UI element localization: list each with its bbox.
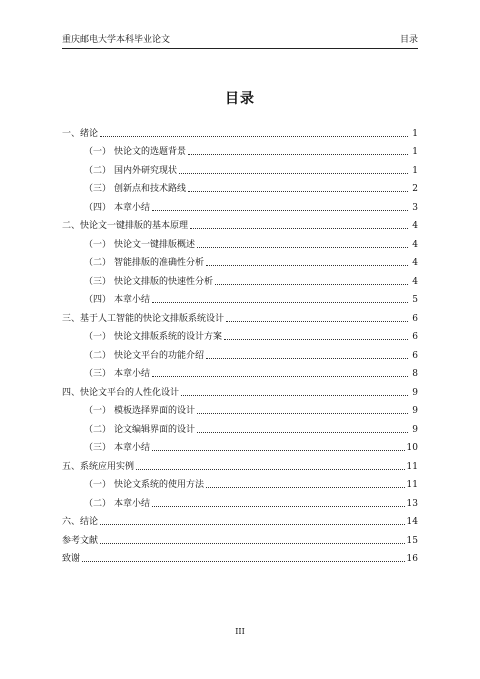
dot-leader: [100, 135, 408, 137]
toc-entry-text: 三、基于人工智能的快论文排版系统设计: [62, 313, 225, 324]
toc-entry-label: [62, 535, 98, 547]
toc-entry-number: （二）: [84, 424, 112, 435]
toc-entry[interactable]: [62, 343, 418, 362]
dot-leader: [188, 190, 408, 192]
toc-entry-page: 5: [412, 295, 418, 305]
toc-entry-label: [84, 498, 150, 510]
toc-entry[interactable]: [62, 325, 418, 344]
dot-leader: [215, 283, 408, 285]
toc-entry-text: 快论文的选题背景: [114, 147, 187, 157]
toc-entry[interactable]: [62, 269, 418, 288]
toc-entry-page: 10: [406, 443, 418, 453]
toc-entry-number: （一）: [84, 480, 112, 490]
toc-entry-text: 创新点和技术路线: [114, 184, 187, 194]
toc-entry-number: （二）: [84, 498, 112, 509]
toc-entry-text: 论文编辑界面的设计: [114, 424, 196, 435]
toc-entry-page: 6: [412, 332, 418, 342]
toc-entry[interactable]: [62, 214, 418, 233]
toc-entry-text: 五、系统应用实例: [62, 461, 135, 472]
dot-leader: [188, 153, 408, 155]
toc-entry-page: 1: [412, 147, 418, 157]
header-section: 目录: [399, 35, 418, 45]
toc-entry-page: 1: [412, 128, 418, 139]
toc-entry-page: 4: [412, 276, 418, 287]
dot-leader: [100, 542, 405, 544]
toc-entry-page: 14: [406, 517, 418, 527]
toc-entry-number: （四）: [84, 295, 112, 305]
toc-entry-label: [84, 294, 150, 306]
dot-leader: [206, 486, 405, 488]
toc-entry-label: [84, 202, 150, 214]
toc-entry[interactable]: [62, 399, 418, 418]
toc-entry[interactable]: [62, 232, 418, 251]
toc-entry-label: [62, 387, 179, 399]
dot-leader: [152, 209, 408, 211]
toc-entry-number: （三）: [84, 443, 112, 453]
toc-entry-page: 9: [412, 406, 418, 416]
toc-entry-text: 本章小结: [114, 443, 151, 453]
toc-entry[interactable]: [62, 288, 418, 307]
toc-entry-text: 快论文系统的使用方法: [114, 480, 205, 490]
toc-entry-number: （二）: [84, 350, 112, 361]
toc-entry-number: （四）: [84, 202, 112, 213]
toc-entry-text: 快论文平台的功能介绍: [114, 350, 205, 361]
dot-leader: [152, 449, 405, 451]
header-rule: [62, 48, 418, 49]
toc-entry-page: 6: [412, 313, 418, 324]
page-number: III: [235, 627, 245, 636]
toc-entry-text: 国内外研究现状: [114, 165, 178, 176]
dot-leader: [179, 172, 408, 174]
toc-entry[interactable]: [62, 380, 418, 399]
toc-entry-number: （一）: [84, 406, 112, 416]
toc-entry[interactable]: [62, 306, 418, 325]
toc-entry-number: （一）: [84, 147, 112, 157]
toc-entry-text: 六、结论: [62, 517, 99, 527]
table-of-contents: [62, 121, 418, 565]
toc-entry-text: 本章小结: [114, 369, 151, 379]
toc-entry[interactable]: [62, 140, 418, 159]
toc-entry-page: 11: [406, 480, 418, 490]
dot-leader: [152, 301, 408, 303]
toc-entry-page: 6: [412, 350, 418, 361]
toc-entry-label: [62, 220, 188, 232]
toc-entry-label: [84, 183, 186, 195]
toc-entry[interactable]: [62, 195, 418, 214]
toc-entry-number: （一）: [84, 332, 112, 342]
toc-entry-page: 13: [406, 498, 418, 509]
toc-entry[interactable]: [62, 158, 418, 177]
toc-entry-page: 4: [412, 258, 418, 268]
toc-entry-label: [84, 165, 177, 177]
toc-entry-text: 本章小结: [114, 498, 151, 509]
toc-entry-label: [84, 479, 204, 491]
page-header: [62, 34, 418, 46]
toc-entry-page: 2: [412, 184, 418, 194]
toc-entry-page: 3: [412, 202, 418, 213]
toc-entry-label: [62, 516, 98, 528]
toc-entry[interactable]: [62, 177, 418, 196]
toc-entry-label: [62, 313, 224, 325]
toc-entry[interactable]: [62, 491, 418, 510]
dot-leader: [82, 560, 405, 562]
dot-leader: [206, 357, 408, 359]
toc-entry-label: [84, 424, 195, 436]
toc-entry-page: 9: [412, 424, 418, 435]
toc-entry-number: （二）: [84, 165, 112, 176]
toc-entry-text: 一、绪论: [62, 128, 99, 139]
toc-entry[interactable]: [62, 454, 418, 473]
dot-leader: [100, 523, 405, 525]
dot-leader: [224, 338, 408, 340]
toc-title: 目录: [225, 91, 255, 107]
toc-entry-page: 9: [412, 387, 418, 398]
toc-entry[interactable]: [62, 121, 418, 140]
toc-entry-label: [62, 553, 80, 565]
toc-entry-page: 1: [412, 165, 418, 176]
header-university: 重庆邮电大学本科毕业论文: [62, 35, 171, 45]
toc-entry-text: 快论文排版的快速性分析: [114, 276, 214, 287]
toc-entry-label: [84, 405, 195, 417]
toc-entry-number: （三）: [84, 184, 112, 194]
toc-entry-text: 智能排版的准确性分析: [114, 258, 205, 268]
toc-entry-text: 快论文一键排版概述: [114, 239, 196, 250]
dot-leader: [136, 468, 405, 470]
dot-leader: [206, 264, 408, 266]
toc-entry-text: 参考文献: [62, 535, 99, 546]
toc-entry-text: 本章小结: [114, 202, 151, 213]
toc-entry-text: 模板选择界面的设计: [114, 406, 196, 416]
toc-entry[interactable]: [62, 528, 418, 547]
dot-leader: [197, 412, 408, 414]
dot-leader: [181, 394, 408, 396]
toc-entry-label: [84, 276, 213, 288]
toc-entry-text: 快论文排版系统的设计方案: [114, 332, 223, 342]
toc-entry-page: 15: [406, 535, 418, 546]
toc-entry-text: 二、快论文一键排版的基本原理: [62, 221, 189, 231]
toc-entry[interactable]: [62, 362, 418, 381]
toc-entry-label: [84, 350, 204, 362]
dot-leader: [190, 227, 408, 229]
toc-entry-text: 致谢: [62, 554, 81, 564]
toc-entry[interactable]: [62, 473, 418, 492]
toc-entry-page: 8: [412, 369, 418, 379]
toc-entry-label: [84, 146, 186, 158]
toc-entry-label: [62, 128, 98, 140]
dot-leader: [152, 375, 408, 377]
toc-entry-page: 4: [412, 221, 418, 231]
toc-entry[interactable]: [62, 251, 418, 270]
toc-entry-text: 四、快论文平台的人性化设计: [62, 387, 180, 398]
toc-entry-label: [84, 257, 204, 269]
toc-entry-number: （三）: [84, 276, 112, 287]
toc-entry-page: 11: [406, 461, 418, 472]
toc-entry[interactable]: [62, 510, 418, 529]
toc-entry-number: （三）: [84, 369, 112, 379]
toc-entry-page: 16: [406, 554, 418, 564]
toc-entry[interactable]: [62, 547, 418, 566]
toc-entry-label: [84, 368, 150, 380]
toc-entry-page: 4: [412, 239, 418, 250]
toc-entry-label: [84, 331, 222, 343]
dot-leader: [197, 431, 408, 433]
dot-leader: [197, 246, 408, 248]
toc-entry-label: [84, 239, 195, 251]
dot-leader: [226, 320, 408, 322]
toc-entry-label: [62, 461, 134, 473]
toc-entry-text: 本章小结: [114, 295, 151, 305]
toc-entry-number: （一）: [84, 239, 112, 250]
toc-entry[interactable]: [62, 417, 418, 436]
dot-leader: [152, 505, 405, 507]
toc-entry-label: [84, 442, 150, 454]
toc-entry-number: （二）: [84, 258, 112, 268]
toc-entry[interactable]: [62, 436, 418, 455]
